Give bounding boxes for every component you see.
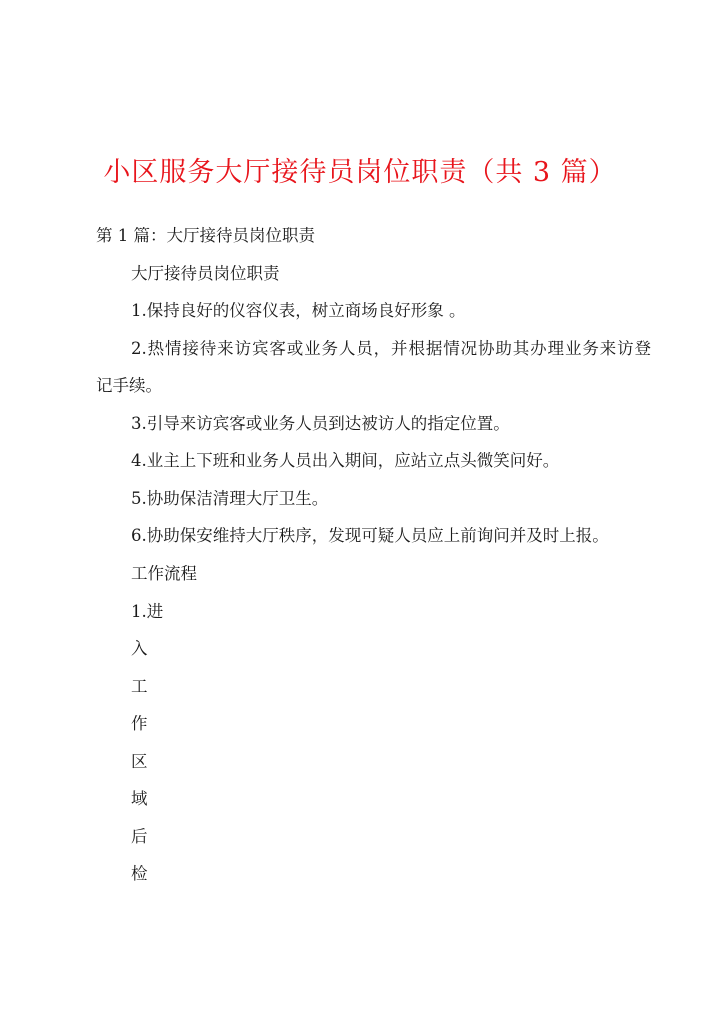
duty-item-3: 3.引导来访宾客或业务人员到达被访人的指定位置。: [131, 414, 510, 433]
document-title: 小区服务大厅接待员岗位职责（共 3 篇）: [103, 157, 617, 188]
workflow-char: 作: [131, 714, 148, 733]
workflow-char: 检: [131, 864, 148, 883]
workflow-char: 工: [131, 677, 148, 696]
workflow-char: 入: [131, 639, 148, 658]
section-heading: 第 1 篇：大厅接待员岗位职责: [96, 226, 315, 245]
duty-item-5: 5.协助保洁清理大厅卫生。: [131, 489, 329, 508]
duty-item-2: 2.热情接待来访宾客或业务人员，并根据情况协助其办理业务来访登: [131, 339, 651, 358]
duty-item-2-continuation: 记手续。: [96, 376, 162, 395]
workflow-char: 域: [131, 789, 148, 808]
workflow-char: 后: [131, 827, 148, 846]
workflow-step-1: 1.进: [131, 602, 164, 621]
subheading: 大厅接待员岗位职责: [131, 264, 280, 283]
duty-item-4: 4.业主上下班和业务人员出入期间，应站立点头微笑问好。: [131, 451, 560, 470]
workflow-char: 区: [131, 752, 148, 771]
duty-item-6: 6.协助保安维持大厅秩序，发现可疑人员应上前询问并及时上报。: [131, 526, 609, 545]
workflow-heading: 工作流程: [131, 564, 197, 583]
duty-item-1: 1.保持良好的仪容仪表，树立商场良好形象 。: [131, 301, 466, 320]
